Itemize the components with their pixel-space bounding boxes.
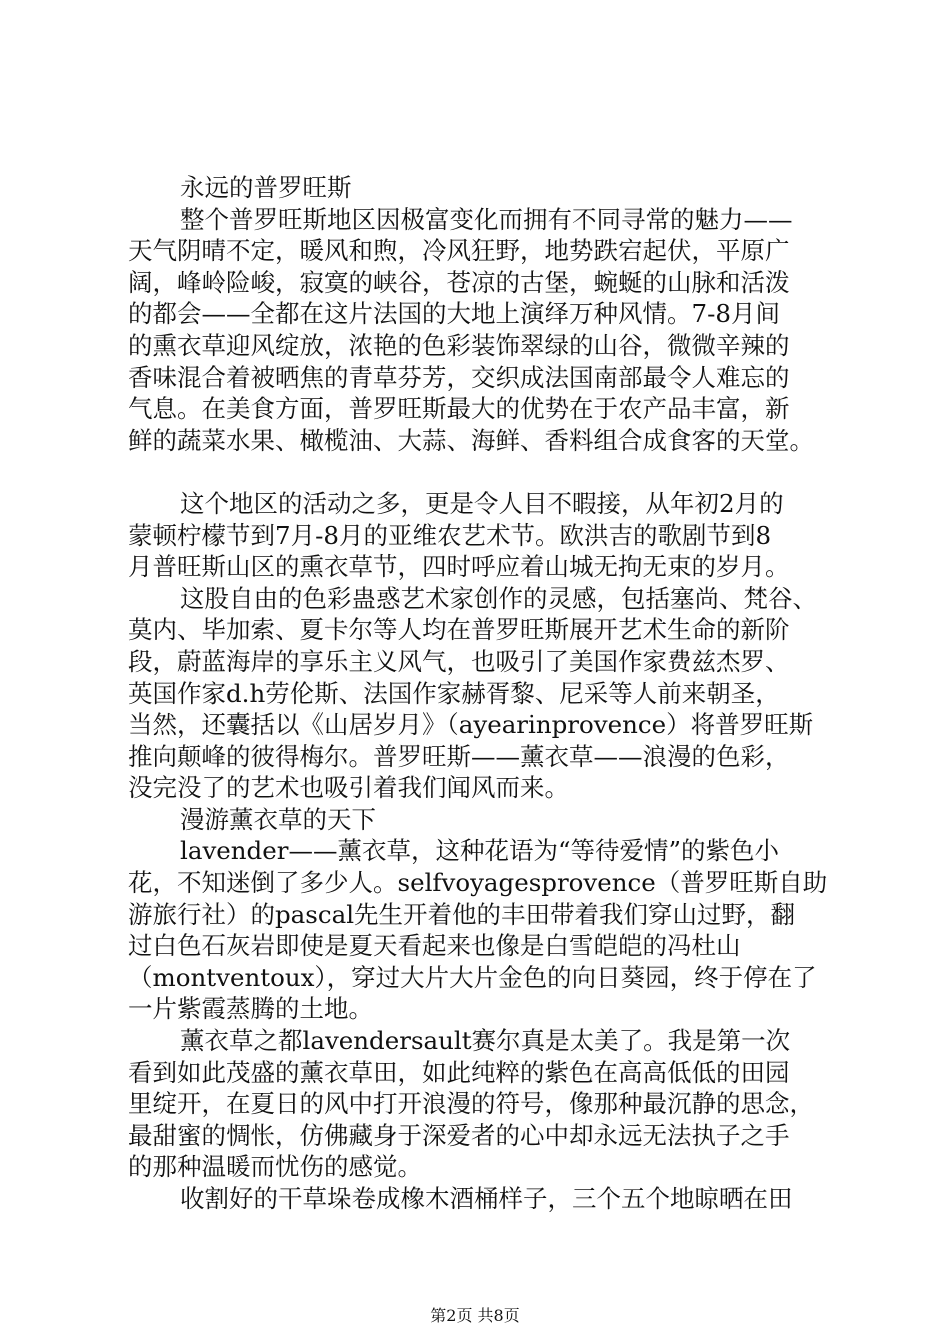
paragraph-line: 鲜的蔬菜水果、橄榄油、大蒜、海鲜、香料组合成食客的天堂。 — [128, 425, 814, 455]
paragraph-line: 没完没了的艺术也吸引着我们闻风而来。 — [128, 773, 569, 803]
paragraph-line: 的都会——全都在这片法国的大地上演绎万种风情。7-8月间 — [128, 299, 780, 329]
paragraph-line: 花，不知迷倒了多少人。selfvoyagesprovence（普罗旺斯自助 — [128, 868, 828, 898]
blank-line — [128, 456, 828, 488]
paragraph-line: 里绽开，在夏日的风中打开浪漫的符号，像那种最沉静的思念， — [128, 1089, 814, 1119]
paragraph-line: 这个地区的活动之多，更是令人目不暇接，从年初2月的 — [180, 488, 784, 518]
paragraph-line: 一片紫霞蒸腾的土地。 — [128, 994, 373, 1024]
paragraph-line: 当然，还囊括以《山居岁月》（ayearinprovence）将普罗旺斯 — [128, 710, 814, 740]
paragraph-line: 气息。在美食方面，普罗旺斯最大的优势在于农产品丰富，新 — [128, 394, 790, 424]
paragraph-line: 整个普罗旺斯地区因极富变化而拥有不同寻常的魅力—— — [180, 204, 793, 234]
paragraph-line: 薰衣草之都lavendersault赛尔真是太美了。我是第一次 — [180, 1026, 791, 1056]
paragraph-line: 的熏衣草迎风绽放，浓艳的色彩装饰翠绿的山谷，微微辛辣的 — [128, 330, 790, 360]
paragraph-line: 月普旺斯山区的熏衣草节，四时呼应着山城无拘无束的岁月。 — [128, 552, 790, 582]
paragraph-line: 收割好的干草垛卷成橡木酒桶样子，三个五个地晾晒在田 — [180, 1184, 793, 1213]
paragraph-line: 推向颠峰的彼得梅尔。普罗旺斯——薰衣草——浪漫的色彩， — [128, 741, 790, 771]
paragraph-line: 最甜蜜的惆怅，仿佛藏身于深爱者的心中却永远无法执子之手 — [128, 1120, 790, 1150]
paragraph-line: lavender——薰衣草，这种花语为“等待爱情”的紫色小 — [180, 836, 780, 866]
paragraph-line: 这股自由的色彩蛊惑艺术家创作的灵感，包括塞尚、梵谷、 — [180, 583, 817, 613]
paragraph-line: （montventoux），穿过大片大片金色的向日葵园，终于停在了 — [128, 962, 817, 992]
section-heading: 漫游薰衣草的天下 — [180, 804, 376, 834]
paragraph-line: 蒙顿柠檬节到7月-8月的亚维农艺术节。欧洪吉的歌剧节到8 — [128, 520, 772, 550]
paragraph-line: 香味混合着被晒焦的青草芬芳，交织成法国南部最令人难忘的 — [128, 362, 790, 392]
paragraph-line: 天气阴晴不定，暖风和煦，冷风狂野，地势跌宕起伏，平原广 — [128, 236, 790, 266]
paragraph-line: 过白色石灰岩即使是夏天看起来也像是白雪皑皑的冯杜山 — [128, 931, 741, 961]
paragraph-line: 的那种温暖而忧伤的感觉。 — [128, 1152, 422, 1182]
document-body — [128, 172, 828, 1215]
paragraph-line: 段，蔚蓝海岸的享乐主义风气，也吸引了美国作家费兹杰罗、 — [128, 646, 790, 676]
paragraph-line: 英国作家d.h劳伦斯、法国作家赫胥黎、尼采等人前来朝圣， — [128, 678, 780, 708]
section-heading: 永远的普罗旺斯 — [180, 173, 352, 202]
page-number-footer: 第2页 共8页 — [430, 1306, 520, 1325]
paragraph-line: 看到如此茂盛的薰衣草田，如此纯粹的紫色在高高低低的田园 — [128, 1057, 790, 1087]
paragraph-line: 游旅行社）的pascal先生开着他的丰田带着我们穿山过野，翻 — [128, 899, 796, 929]
paragraph-line: 莫内、毕加索、夏卡尔等人均在普罗旺斯展开艺术生命的新阶 — [128, 615, 790, 645]
paragraph-line: 阔，峰岭险峻，寂寞的峡谷，苍凉的古堡，蜿蜒的山脉和活泼 — [128, 267, 790, 297]
